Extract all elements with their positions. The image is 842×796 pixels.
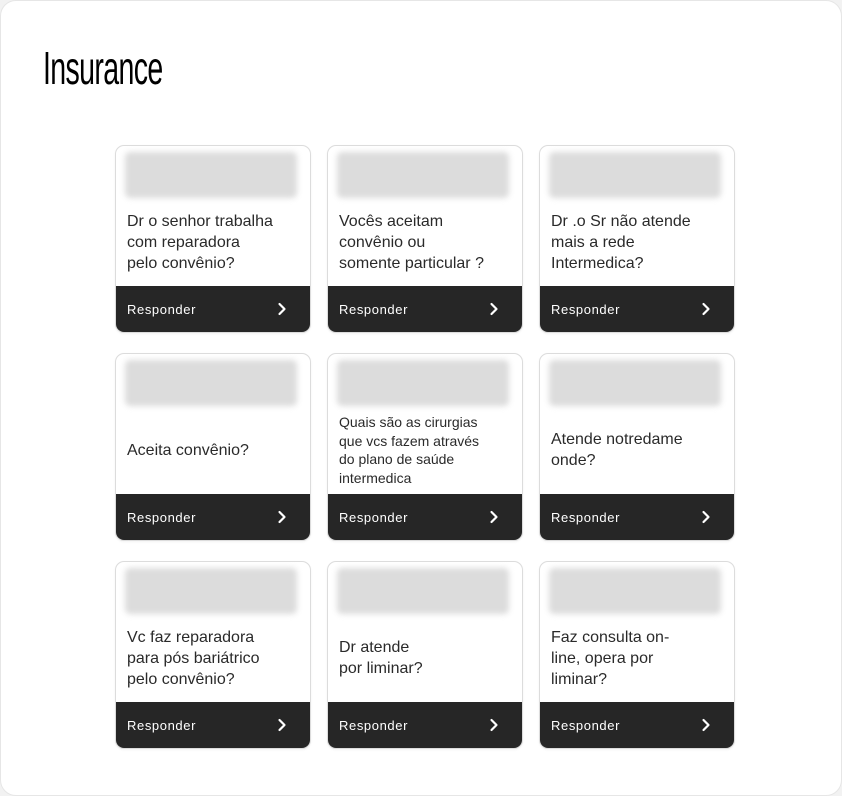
question-text: Vc faz reparadora para pós bariátrico pelo convênio? <box>127 628 260 688</box>
reply-button-label: Responder <box>551 301 620 317</box>
reply-button-label: Responder <box>339 301 408 317</box>
question-card <box>115 561 311 749</box>
reply-button[interactable] <box>328 286 522 332</box>
reply-button-label: Responder <box>339 509 408 525</box>
blurred-user-info <box>125 568 297 614</box>
question-text: Faz consulta on- line, opera por liminar? <box>551 628 670 688</box>
question-text: Aceita convênio? <box>127 441 249 459</box>
blurred-user-info <box>549 360 721 406</box>
blurred-user-info <box>549 152 721 198</box>
question-text: Quais são as cirurgias que vcs fazem através do plano de saúde intermedica <box>339 414 480 486</box>
blurred-user-info <box>337 568 509 614</box>
blurred-user-info <box>549 568 721 614</box>
question-text: Vocês aceitam convênio ou somente particular ? <box>339 212 484 272</box>
reply-button[interactable] <box>328 494 522 540</box>
page-title: Insurance <box>43 42 163 94</box>
reply-button[interactable] <box>540 494 734 540</box>
chevron-right-icon <box>699 718 713 732</box>
reply-button-label: Responder <box>551 717 620 733</box>
blurred-user-info <box>337 152 509 198</box>
blurred-user-info <box>125 152 297 198</box>
reply-button[interactable] <box>116 286 310 332</box>
reply-button-label: Responder <box>551 509 620 525</box>
question-card <box>115 353 311 541</box>
reply-button[interactable] <box>328 702 522 748</box>
question-text: Dr o senhor trabalha com reparadora pelo convênio? <box>127 212 273 272</box>
chevron-right-icon <box>275 510 289 524</box>
reply-button-label: Responder <box>127 509 196 525</box>
reply-button-label: Responder <box>339 717 408 733</box>
question-text: Dr .o Sr não atende mais a rede Intermedica? <box>551 212 691 272</box>
reply-button-label: Responder <box>127 717 196 733</box>
question-text: Dr atende por liminar? <box>339 639 423 677</box>
reply-button[interactable] <box>540 286 734 332</box>
blurred-user-info <box>337 360 509 406</box>
chevron-right-icon <box>275 302 289 316</box>
question-card <box>327 353 523 541</box>
question-card <box>539 561 735 749</box>
chevron-right-icon <box>275 718 289 732</box>
chevron-right-icon <box>699 510 713 524</box>
reply-button[interactable] <box>116 702 310 748</box>
reply-button[interactable] <box>540 702 734 748</box>
question-card <box>115 145 311 333</box>
question-card-grid <box>115 145 735 749</box>
reply-button[interactable] <box>116 494 310 540</box>
question-text: Atende notredame onde? <box>551 431 683 469</box>
chevron-right-icon <box>699 302 713 316</box>
question-card <box>327 145 523 333</box>
question-card <box>539 353 735 541</box>
chevron-right-icon <box>487 510 501 524</box>
question-card <box>327 561 523 749</box>
chevron-right-icon <box>487 718 501 732</box>
blurred-user-info <box>125 360 297 406</box>
reply-button-label: Responder <box>127 301 196 317</box>
question-card <box>539 145 735 333</box>
chevron-right-icon <box>487 302 501 316</box>
